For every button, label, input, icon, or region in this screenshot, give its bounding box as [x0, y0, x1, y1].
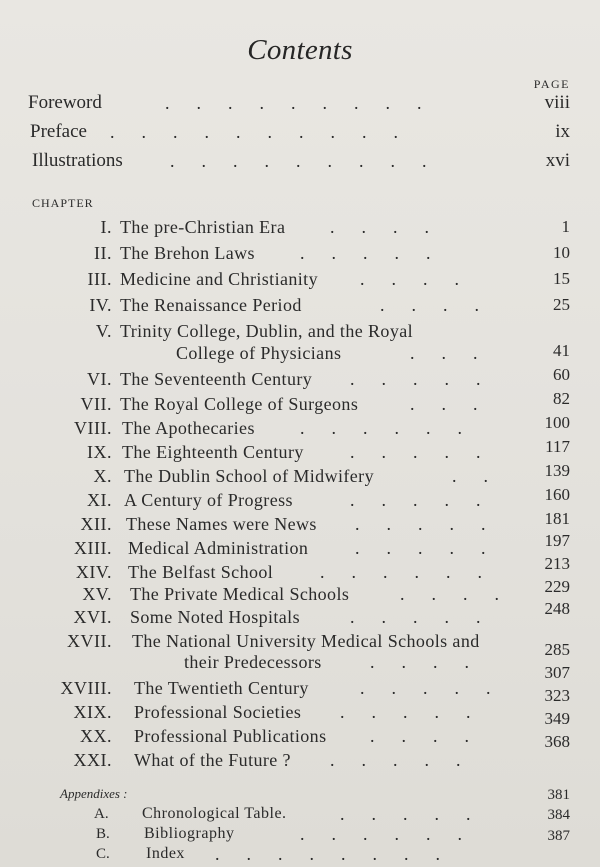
chapter-page: 1 [561, 217, 570, 236]
appendix-title: Bibliography [144, 825, 235, 842]
chapter-title: Professional Societies [134, 702, 302, 722]
chapter-number: X. [93, 466, 112, 486]
leader-dots: . . . . . [360, 678, 491, 698]
chapter-title-continuation: their Predecessors [184, 652, 322, 672]
appendix-page: 384 [547, 807, 570, 823]
leader-dots: . . . . . [340, 804, 471, 824]
chapter-number: XVIII. [60, 678, 112, 698]
page-title: Contents [247, 34, 353, 66]
leader-dots: . . . . . . [300, 418, 462, 438]
chapter-number: I. [100, 217, 112, 237]
front-matter-title-illustrations: Illustrations [32, 150, 123, 171]
chapter-title: The National University Medical Schools and [132, 631, 480, 651]
chapter-title: The Dublin School of Midwifery [124, 466, 374, 486]
leader-dots: . . . . [400, 584, 499, 604]
chapter-title: The Renaissance Period [120, 295, 302, 315]
chapter-title: The pre-Christian Era [120, 217, 286, 237]
chapter-title: The Apothecaries [122, 418, 255, 438]
chapter-column-label: CHAPTER [32, 196, 94, 210]
chapter-title: The Eighteenth Century [122, 442, 304, 462]
leader-dots: . . . . . [330, 750, 461, 770]
chapter-page: 117 [545, 437, 570, 456]
chapter-number: II. [94, 243, 112, 263]
appendix-title: Chronological Table. [142, 805, 287, 822]
chapter-number: VIII. [74, 418, 112, 438]
leader-dots: . . [452, 466, 488, 486]
leader-dots: . . . . . . . . [215, 844, 440, 864]
chapter-page: 160 [544, 485, 570, 504]
chapter-number: XVI. [73, 607, 112, 627]
chapter-page: 213 [544, 554, 570, 573]
chapter-page: 25 [553, 295, 570, 314]
leader-dots: . . . . . . [300, 824, 462, 844]
leader-dots: . . . . . [350, 607, 481, 627]
leader-dots: . . . . [360, 269, 459, 289]
chapter-title: The Twentieth Century [134, 678, 309, 698]
chapter-page: 197 [544, 531, 570, 550]
chapter-page: 10 [553, 243, 570, 262]
chapter-title: What of the Future ? [134, 750, 291, 770]
leader-dots: . . . . . . . . . [170, 151, 427, 171]
chapter-title: Medical Administration [128, 538, 309, 558]
page-column-label: PAGE [533, 77, 570, 91]
leader-dots: . . . . . [355, 538, 486, 558]
leader-dots: . . . . [330, 217, 429, 237]
chapter-title: Medicine and Christianity [120, 269, 318, 289]
chapter-title: The Seventeenth Century [120, 369, 313, 389]
chapter-page: 181 [544, 509, 570, 528]
chapter-page: 15 [553, 269, 570, 288]
leader-dots: . . . . . [350, 490, 481, 510]
leader-dots: . . . . . . . . . [165, 93, 422, 113]
chapter-number: XIV. [75, 562, 112, 582]
chapter-title: Some Noted Hospitals [130, 607, 300, 627]
chapter-page: 229 [544, 577, 570, 596]
front-matter-page-illustrations: xvi [545, 150, 570, 171]
leader-dots: . . . . . . . . . . [110, 122, 398, 142]
chapter-title: The Royal College of Surgeons [120, 394, 359, 414]
leader-dots: . . . [410, 394, 478, 414]
chapter-number: III. [87, 269, 112, 289]
chapter-title: A Century of Progress [124, 490, 293, 510]
chapter-number: V. [95, 321, 112, 341]
appendix-title: Index [146, 845, 185, 862]
chapter-number: IX. [87, 442, 112, 462]
leader-dots: . . . . . [350, 369, 481, 389]
leader-dots: . . . . . [355, 514, 486, 534]
chapter-number: XII. [80, 514, 112, 534]
front-matter-page-foreword: viii [544, 92, 570, 113]
front-matter-title-preface: Preface [30, 121, 87, 142]
chapter-page: 307 [544, 663, 570, 682]
chapter-page: 60 [553, 365, 570, 384]
chapter-number: XIII. [74, 538, 112, 558]
chapter-title: Trinity College, Dublin, and the Royal [120, 321, 414, 341]
chapter-title: The Belfast School [128, 562, 274, 582]
chapter-page: 285 [544, 640, 570, 659]
leader-dots: . . . . . [300, 243, 431, 263]
chapter-number: XI. [87, 490, 112, 510]
appendix-letter: A. [94, 806, 109, 822]
chapter-number: VI. [87, 369, 112, 389]
leader-dots: . . . . . . [320, 562, 482, 582]
appendix-letter: C. [96, 846, 110, 862]
chapter-title-continuation: College of Physicians [176, 343, 342, 363]
chapter-title: These Names were News [126, 514, 317, 534]
appendix-letter: B. [96, 826, 110, 842]
chapter-number: XIX. [73, 702, 112, 722]
chapter-page: 41 [553, 341, 570, 360]
leader-dots: . . . . [380, 295, 479, 315]
chapter-number: VII. [80, 394, 112, 414]
chapter-page: 248 [544, 599, 570, 618]
leader-dots: . . . . . [340, 702, 471, 722]
chapter-number: XX. [80, 726, 112, 746]
appendixes-label: Appendixes : [60, 786, 128, 801]
chapter-title: Professional Publications [134, 726, 327, 746]
chapter-page: 368 [544, 732, 570, 751]
chapter-title: The Brehon Laws [120, 243, 255, 263]
chapter-page: 349 [544, 709, 570, 728]
chapter-page: 100 [544, 413, 570, 432]
front-matter-page-preface: ix [555, 121, 570, 142]
leader-dots: . . . . [370, 652, 469, 672]
leader-dots: . . . . . [350, 442, 481, 462]
leader-dots: . . . . [370, 726, 469, 746]
chapter-number: XVII. [67, 631, 112, 651]
front-matter-title-foreword: Foreword [28, 92, 102, 113]
chapter-page: 139 [544, 461, 570, 480]
leader-dots: . . . [410, 343, 478, 363]
appendix-page: 381 [547, 787, 570, 803]
chapter-page: 82 [553, 389, 570, 408]
chapter-number: IV. [89, 295, 112, 315]
chapter-title: The Private Medical Schools [130, 584, 350, 604]
chapter-number: XV. [82, 584, 112, 604]
appendix-page: 387 [547, 828, 570, 844]
chapter-page: 323 [544, 686, 570, 705]
chapter-number: XXI. [73, 750, 112, 770]
